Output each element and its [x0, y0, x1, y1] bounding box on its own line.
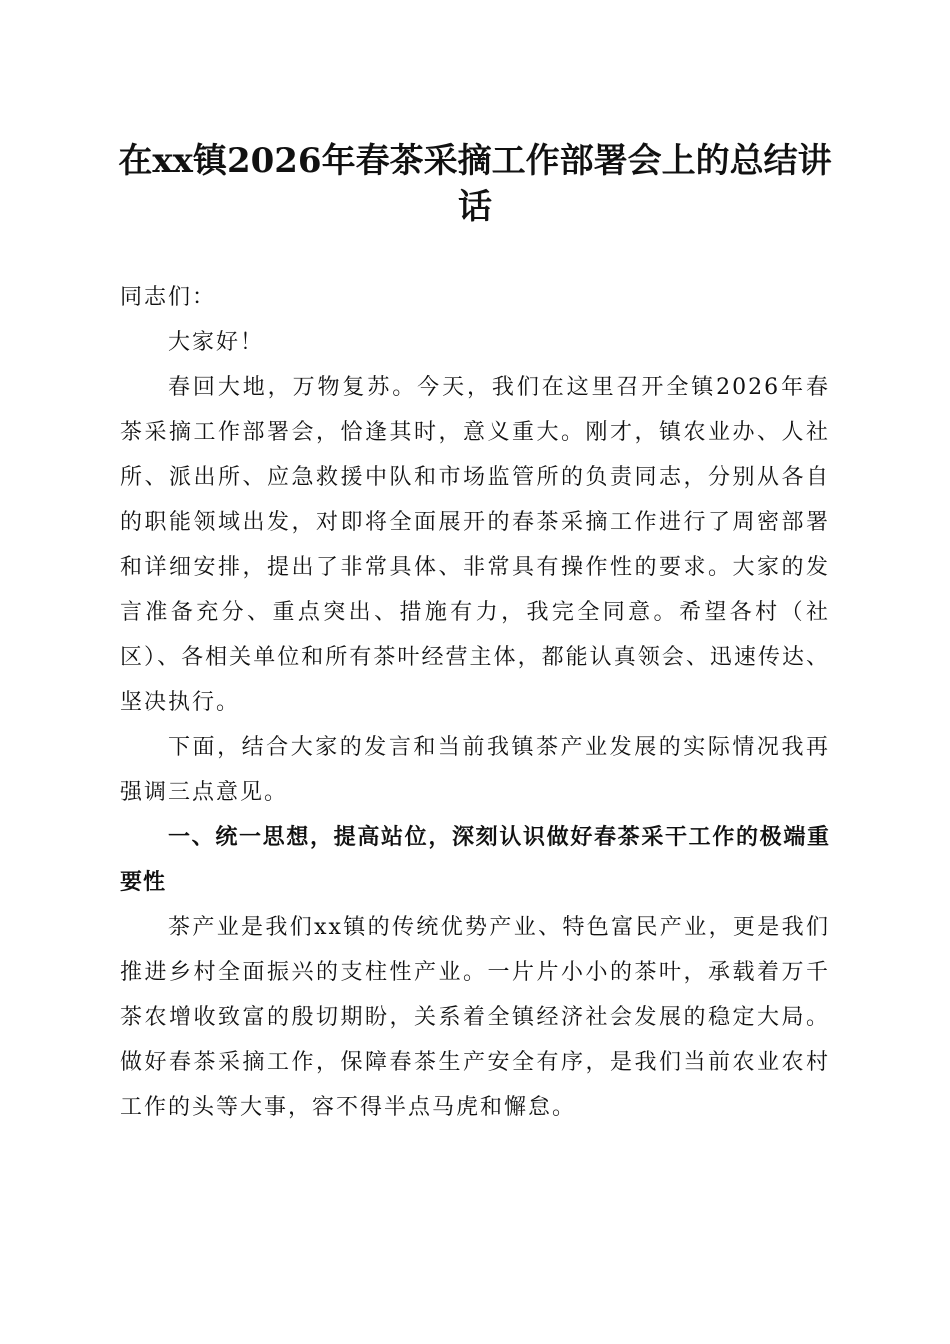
document-title: 在xx镇2026年春茶采摘工作部署会上的总结讲话 [118, 141, 832, 227]
greeting: 大家好！ [168, 330, 265, 355]
paragraph-transition: 下面，结合大家的发言和当前我镇茶产业发展的实际情况我再强调三点意见。 [120, 735, 830, 805]
paragraph-section-1: 茶产业是我们xx镇的传统优势产业、特色富民产业，更是我们推进乡村全面振兴的支柱性产业。一片片小小的茶叶，承载着万千茶农增收致富的殷切期盼，关系着全镇经济社会发展的稳定大局。做好春茶采摘工作，保障春茶生产安全有序，是我们当前农业农村工作的头等大事，容不得半点马虎和懈怠。 [120, 915, 830, 1120]
salutation: 同志们： [120, 285, 217, 310]
section-heading-1: 一、统一思想，提高站位，深刻认识做好春茶采干工作的极端重要性 [120, 825, 830, 895]
paragraph-opening: 春回大地，万物复苏。今天，我们在这里召开全镇2026年春茶采摘工作部署会，恰逢其时，意义重大。刚才，镇农业办、人社所、派出所、应急救援中队和市场监管所的负责同志，分别从各自的职能领域出发，对即将全面展开的春茶采摘工作进行了周密部署和详细安排，提出了非常具体、非常具有操作性的要求。大家的发言准备充分、重点突出、措施有力，我完全同意。希望各村（社区）、各相关单位和所有茶叶经营主体，都能认真领会、迅速传达、坚决执行。 [120, 375, 830, 715]
document-body [120, 275, 830, 1130]
